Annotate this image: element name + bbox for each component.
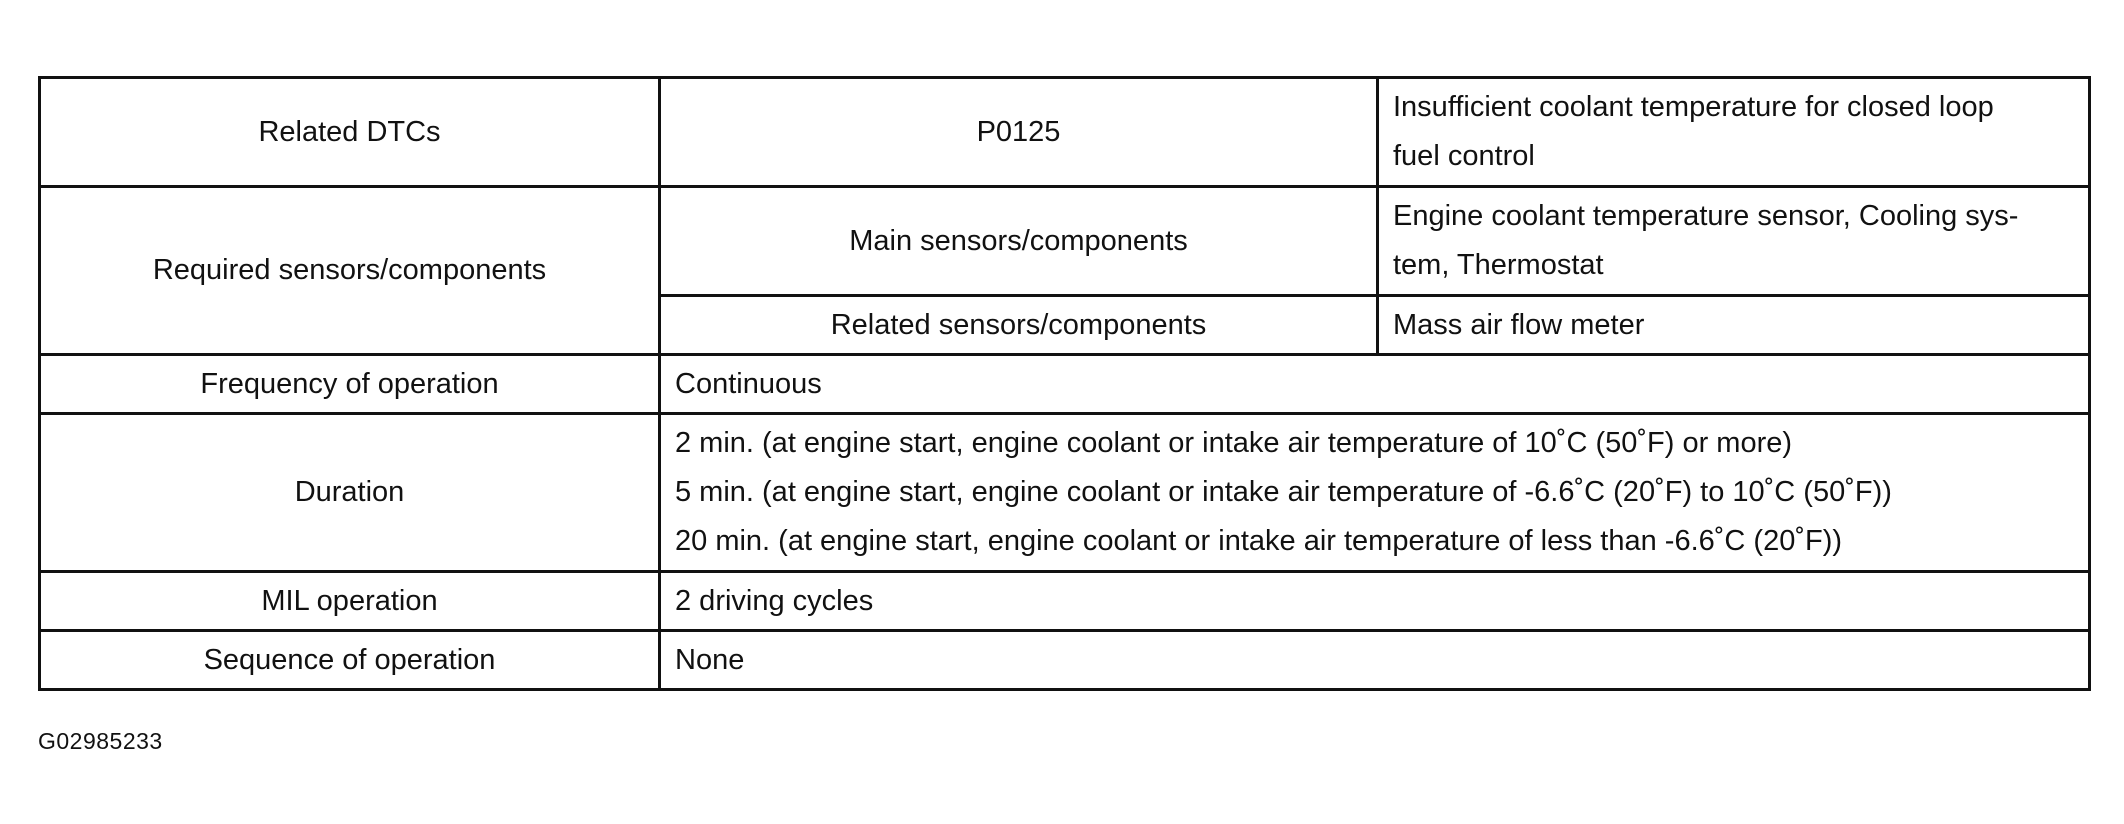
dtc-spec-table: [38, 76, 2091, 691]
main-sensors-value-line-2: tem, Thermostat: [1393, 249, 1604, 281]
sequence-value: None: [660, 631, 2090, 690]
dtc-description-line-1: Insufficient coolant temperature for closed loop: [1393, 91, 1994, 123]
duration-line-2: 5 min. (at engine start, engine coolant or intake air temperature of -6.6˚C (20˚F) to 10˚C (50˚F)): [675, 476, 1892, 508]
mil-value: 2 driving cycles: [660, 572, 2090, 631]
main-sensors-label: Main sensors/components: [660, 187, 1378, 296]
duration-line-1: 2 min. (at engine start, engine coolant or intake air temperature of 10˚C (50˚F) or more): [675, 427, 1793, 459]
figure-id: G02985233: [38, 728, 163, 754]
dtc-description-line-2: fuel control: [1393, 140, 1535, 172]
duration-label: Duration: [40, 414, 660, 572]
frequency-value: Continuous: [660, 355, 2090, 414]
table-row-main-sensors: [40, 187, 2090, 296]
dtc-code: P0125: [660, 78, 1378, 187]
mil-label: MIL operation: [40, 572, 660, 631]
main-sensors-value-line-1: Engine coolant temperature sensor, Cooling sys-: [1393, 200, 2019, 232]
required-components-label: Required sensors/components: [40, 187, 660, 355]
sequence-label: Sequence of operation: [40, 631, 660, 690]
dtc-description: [1378, 78, 2090, 187]
duration-value: [660, 414, 2090, 572]
related-sensors-label: Related sensors/components: [660, 296, 1378, 355]
frequency-label: Frequency of operation: [40, 355, 660, 414]
table-row-frequency: [40, 355, 2090, 414]
related-sensors-value: Mass air flow meter: [1378, 296, 2090, 355]
table-row-duration: [40, 414, 2090, 572]
table-row-sequence: [40, 631, 2090, 690]
related-dtcs-label: Related DTCs: [40, 78, 660, 187]
duration-line-3: 20 min. (at engine start, engine coolant or intake air temperature of less than -6.6˚C (20˚F)): [675, 525, 1843, 557]
table-row-mil: [40, 572, 2090, 631]
table-row-related-dtcs: [40, 78, 2090, 187]
main-sensors-value: [1378, 187, 2090, 296]
